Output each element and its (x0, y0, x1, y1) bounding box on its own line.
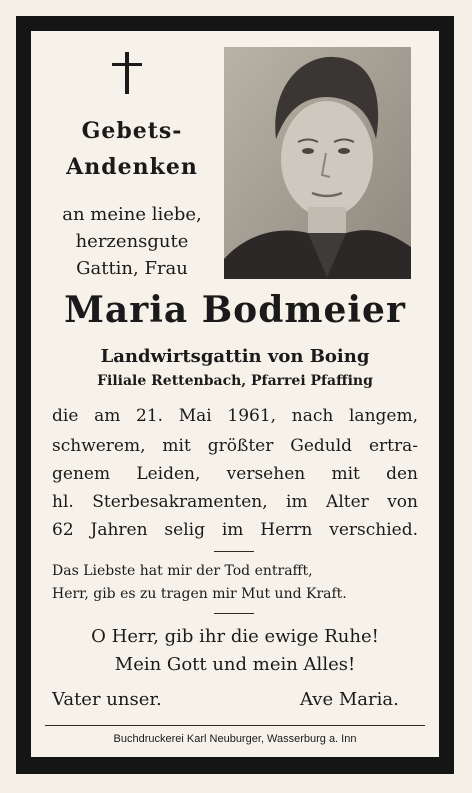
prayer-line-1: O Herr, gib ihr die ewige Ruhe! (91, 626, 379, 647)
obituary-line-3: genem Leiden, versehen mit den (52, 464, 418, 484)
verse-line-1: Das Liebste hat mir der Tod entrafft, (52, 563, 313, 579)
divider-short-2 (214, 613, 254, 614)
parish-subtitle: Filiale Rettenbach, Pfarrei Pfaffing (97, 373, 373, 389)
prayer-line-2: Mein Gott und mein Alles! (114, 654, 356, 675)
occupation-subtitle: Landwirtsgattin von Boing (100, 346, 370, 367)
printer-credit: Buchdruckerei Karl Neuburger, Wasserburg a. Inn (113, 733, 357, 745)
dedication-line-3: Gattin, Frau (76, 258, 188, 279)
portrait-image (224, 47, 411, 279)
cross-icon (112, 52, 142, 94)
portrait-photo (224, 47, 411, 279)
obituary-line-4: hl. Sterbesakramenten, im Alter von (52, 492, 418, 512)
closing-prayer-left: Vater unser. (52, 689, 162, 710)
verse-line-2: Herr, gib es zu tragen mir Mut und Kraft. (52, 586, 347, 602)
footer-divider (45, 725, 425, 726)
divider-short-1 (214, 551, 254, 552)
dedication-line-1: an meine liebe, (62, 204, 202, 225)
heading-line-1: Gebets- (81, 118, 183, 144)
obituary-line-2: schwerem, mit größter Geduld ertra- (52, 436, 418, 456)
obituary-line-5: 62 Jahren selig im Herrn verschied. (52, 520, 418, 540)
obituary-line-1: die am 21. Mai 1961, nach langem, (52, 406, 418, 426)
closing-prayer-right: Ave Maria. (300, 689, 399, 710)
dedication-line-2: herzensgute (75, 231, 189, 252)
deceased-name: Maria Bodmeier (64, 289, 406, 331)
heading-line-2: Andenken (66, 154, 198, 180)
